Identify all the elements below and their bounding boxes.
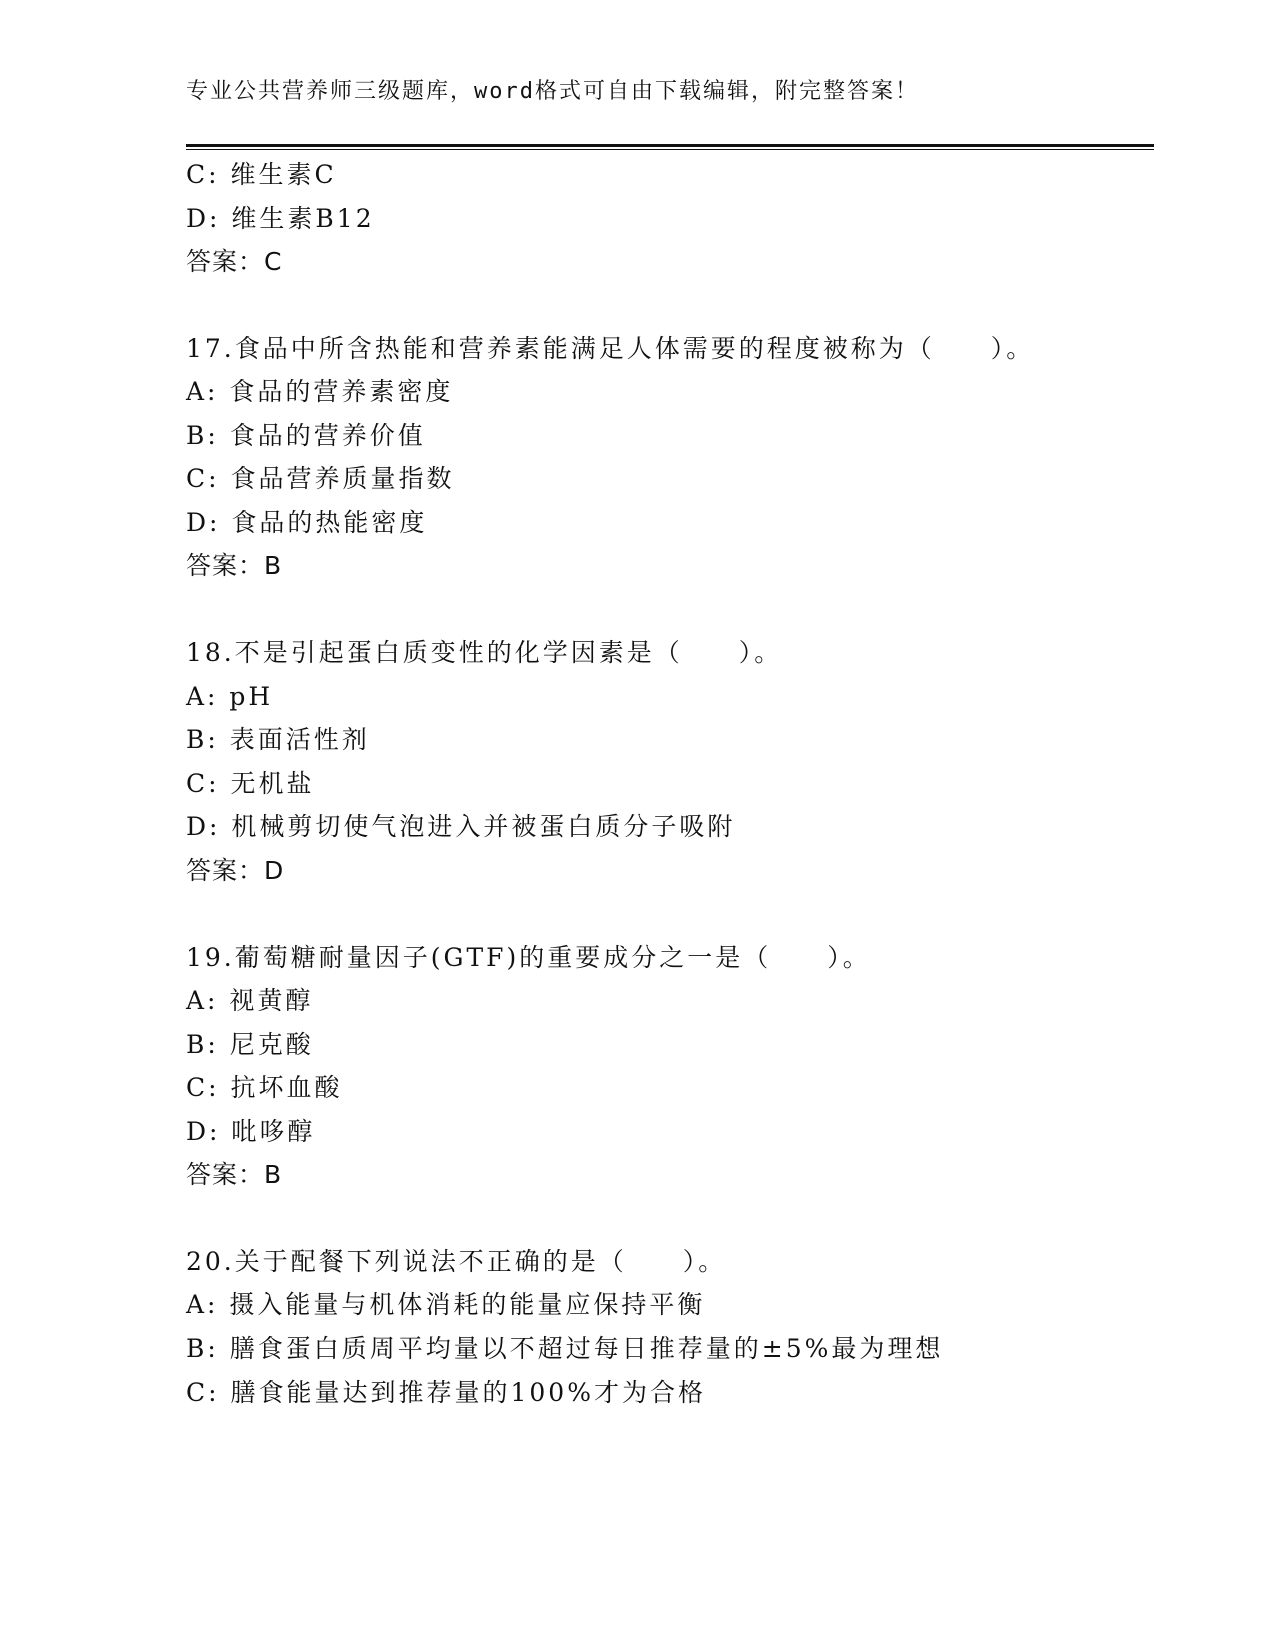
option-a: A: pH <box>186 682 274 711</box>
option-a: A: 食品的营养素密度 <box>186 377 454 406</box>
answer-line: 答案：C <box>186 247 283 276</box>
option-d: D: 维生素B12 <box>186 204 375 233</box>
option-c: C: 抗坏血酸 <box>186 1073 343 1102</box>
question-stem: 18.不是引起蛋白质变性的化学因素是（ ）。 <box>186 638 783 667</box>
answer-line: 答案：B <box>186 551 283 580</box>
answer-line: 答案：D <box>186 856 285 885</box>
question-stem: 19.葡萄糖耐量因子(GTF)的重要成分之一是（ ）。 <box>186 943 871 972</box>
question-stem: 20.关于配餐下列说法不正确的是（ ）。 <box>186 1247 727 1276</box>
answer-line: 答案：B <box>186 1160 283 1189</box>
header-divider <box>186 144 1154 147</box>
option-c: C: 维生素C <box>186 160 337 189</box>
option-d: D: 吡哆醇 <box>186 1117 316 1146</box>
option-b: B: 膳食蛋白质周平均量以不超过每日推荐量的±5%最为理想 <box>186 1334 944 1363</box>
header-divider-thin <box>186 149 1154 150</box>
option-a: A: 视黄醇 <box>186 986 314 1015</box>
question-stem: 17.食品中所含热能和营养素能满足人体需要的程度被称为（ ）。 <box>186 334 1035 363</box>
option-c: C: 无机盐 <box>186 769 315 798</box>
option-a: A: 摄入能量与机体消耗的能量应保持平衡 <box>186 1290 706 1319</box>
option-b: B: 表面活性剂 <box>186 725 370 754</box>
option-d: D: 机械剪切使气泡进入并被蛋白质分子吸附 <box>186 812 736 841</box>
option-c: C: 膳食能量达到推荐量的100%才为合格 <box>186 1378 706 1407</box>
option-d: D: 食品的热能密度 <box>186 508 428 537</box>
page-header: 专业公共营养师三级题库，word格式可自由下载编辑，附完整答案！ <box>186 79 919 104</box>
option-b: B: 尼克酸 <box>186 1030 314 1059</box>
option-c: C: 食品营养质量指数 <box>186 464 455 493</box>
option-b: B: 食品的营养价值 <box>186 421 426 450</box>
